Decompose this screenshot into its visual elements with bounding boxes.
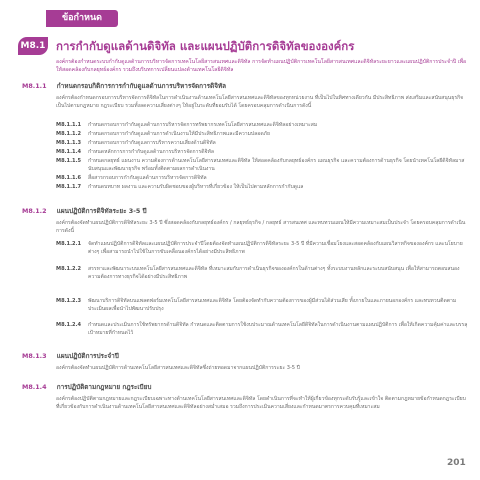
subsection-heading-m812 (22, 207, 147, 216)
item-number: M8.1.1.1 (56, 122, 82, 128)
list-item (56, 130, 468, 138)
item-number: M8.1.2.3 (56, 298, 82, 304)
item-number: M8.1.1.7 (56, 184, 82, 190)
item-text: กำหนดกรอบการกำกับดูแลด้านการดำเนินงานให้มีประสิทธิภาพและมีความปลอดภัย (88, 131, 270, 137)
list-item (56, 148, 468, 156)
item-text: กำหนดบทบาท ผลงาน และความรับผิดชอบของผู้บริหารที่เกี่ยวข้อง ให้เป็นไปตามหลักการกำกับดูแล (88, 184, 304, 190)
page-number: 201 (447, 458, 466, 468)
list-item (56, 321, 468, 338)
subsection-number: M8.1.3 (22, 352, 47, 360)
subsection-number: M8.1.4 (22, 383, 47, 391)
subsection-paragraph: องค์กรต้องปฏิบัติตามกฎหมายและกฎระเบียบเฉพาะทางด้านเทคโนโลยีสารสนเทศและดิจิทัล โดยดำเนินการที่จะทำให้ผู้เกี่ยวข้องทุกระดับรับรู้และเข้าใจ ติดตามกฎหมายข้อกำหนดกฎระเบียบที่เกี่ยวข้องกับการดำเนินงานด้านเทคโนโลยีสารสนเทศและดิจิทัลอย่างสม่ำเสมอ รวมถึงการประเมินความเสี่ยงและกำหนดมาตรการควบคุมที่เหมาะสม (56, 396, 466, 411)
subsection-title: แผนปฏิบัติการประจำปี (56, 352, 119, 360)
item-text: สรรหาและพัฒนาระบบเทคโนโลยีสารสนเทศและดิจิทัล ที่เหมาะสมกับการดำเนินธุรกิจขององค์กรในด้านต่างๆ ทั้งระบบงานหลักและระบบสนับสนุน เพื่อให้สามารถตอบสนองความต้องการทางธุรกิจได้อย่างมีประสิทธิภาพ (88, 266, 460, 281)
item-number: M8.1.1.2 (56, 131, 82, 137)
subsection-number: M8.1.1 (22, 82, 47, 90)
section-badge: M8.1 (18, 37, 48, 55)
item-text: กำหนดกรอบการกำกับดูแลด้านการบริหารจัดการทรัพยากรเทคโนโลยีสารสนเทศและดิจิทัลอย่างเหมาะสม (88, 122, 318, 128)
section-tag: ข้อกำหนด (46, 10, 118, 27)
item-number: M8.1.1.6 (56, 175, 82, 181)
subsection-paragraph: องค์กรต้องจัดทำแผนปฏิบัติการดิจิทัลระยะ 3-5 ปี ซึ่งสอดคล้องกับกลยุทธ์องค์กร / กลยุทธ์ธุรกิจ / กลยุทธ์ สารสนเทศ และทบทวนแผนให้มีความเหมาะสมเป็นประจำ โดยครอบคลุมการดำเนินการดังนี้ (56, 220, 466, 235)
subsection-number: M8.1.2 (22, 207, 47, 215)
item-number: M8.1.2.2 (56, 266, 82, 272)
subsection-paragraph: องค์กรต้องจัดทำแผนปฏิบัติการด้านเทคโนโลยีสารสนเทศและดิจิทัลซึ่งถ่ายทอดมาจากแผนปฏิบัติการระยะ 3-5 ปี (56, 365, 300, 371)
item-number: M8.1.2.4 (56, 322, 82, 328)
list-item (56, 183, 468, 191)
item-text: กำหนดและประเมินการใช้ทรัพยากรด้านดิจิทัล กำหนดและติดตามการใช้งบประมาณด้านเทคโนโลยีดิจิทัลในการดำเนินงานตามแผนปฏิบัติการ เพื่อให้เกิดความคุ้มค่าและบรรลุเป้าหมายที่กำหนดไว้ (88, 322, 468, 337)
list-item (56, 174, 468, 182)
item-text: กำหนดกรอบการกำกับดูแลการบริหารความเสี่ยงด้านดิจิทัล (88, 140, 216, 146)
item-text: สื่อสารกรอบการกำกับดูแลด้านการบริหารจัดการดิจิทัล (88, 175, 207, 181)
item-number: M8.1.2.1 (56, 241, 82, 247)
subsection-title: การปฏิบัติตามกฎหมาย กฎระเบียบ (56, 383, 152, 391)
item-text: พัฒนาบริการดิจิทัลบนแพลตฟอร์มเทคโนโลยีสารสนเทศและดิจิทัล โดยต้องจัดทำกับความต้องการของผู้มีส่วนได้ส่วนเสีย ทั้งภายในและภายนอกองค์กร และทบทวนติดตามประเมินผลเพื่อนำไปพัฒนาปรับปรุง (88, 298, 457, 313)
subsection-heading-m814 (22, 383, 151, 392)
subsection-title: กำหนดกรอบกิติการการกำกับดูแลด้านการบริหารจัดการดิจิทัล (56, 82, 227, 90)
list-item (56, 121, 468, 129)
subsection-heading-m811 (22, 82, 226, 91)
item-number: M8.1.1.3 (56, 140, 82, 146)
section-title: การกำกับดูแลด้านดิจิทัล และแผนปฏิบัติการดิจิทัลขององค์กร (56, 39, 355, 53)
item-number: M8.1.1.5 (56, 158, 82, 164)
item-text: จัดทำแผนปฏิบัติการดิจิทัลและแผนปฏิบัติการประจำปีโดยต้องจัดทำแผนปฏิบัติการดิจิทัลระยะ 3-5 ปี ที่มีความเชื่อมโยงและสอดคล้องกับแผนวิสาหกิจขององค์กร และนโยบายต่างๆ เพื่อสามารถนำไปใช้ในการขับเคลื่อนองค์กรได้อย่างมีประสิทธิภาพ (88, 241, 463, 256)
subsection-heading-m813 (22, 352, 119, 361)
list-item (56, 157, 468, 174)
subsection-title: แผนปฏิบัติการดิจิทัลระยะ 3-5 ปี (56, 207, 147, 215)
item-text: กำหนดกลยุทธ์ แผนงาน ความต้องการด้านเทคโนโลยีสารสนเทศและดิจิทัล ให้สอดคล้องกับกลยุทธ์องค์กร แผนธุรกิจ และความต้องการด้านธุรกิจ โดยนำเทคโนโลยีดิจิทัลมาสนับสนุนและพัฒนาธุรกิจ พร้อมทั้งติดตามผลการดำเนินงาน (88, 158, 465, 173)
list-item (56, 297, 468, 314)
item-number: M8.1.1.4 (56, 149, 82, 155)
subsection-paragraph: องค์กรต้องกำหนดกรอบการบริหารจัดการดิจิทัลในการดำเนินงานด้านเทคโนโลยีสารสนเทศและดิจิทัลของทุกหน่วยงาน ที่เป็นไปในทิศทางเดียวกัน มีประสิทธิภาพ ส่งเสริมและสนับสนุนธุรกิจ เป็นไปตามกฎหมาย กฎระเบียบ รวมทั้งลดความเสี่ยงต่างๆ ให้อยู่ในระดับที่ยอมรับได้ โดยครอบคลุมการดำเนินการดังนี้ (56, 95, 464, 110)
list-item (56, 240, 468, 257)
item-text: กำหนดหลักการการกำกับดูแลด้านการบริหารจัดการดิจิทัล (88, 149, 214, 155)
section-intro: องค์กรต้องกำหนดระบบกำกับดูแลด้านการบริหารจัดการเทคโนโลยีสารสนเทศและดิจิทัล การจัดทำแผนปฏิบัติการเทคโนโลยีสารสนเทศและดิจิทัลระยะยาวและแผนปฏิบัติการประจำปี เพื่อให้สอดคล้องกับกลยุทธ์องค์กร รวมถึงบริบทการเปลี่ยนแปลงด้านเทคโนโลยีดิจิทัล (56, 59, 467, 74)
list-item (56, 265, 468, 282)
list-item (56, 139, 468, 147)
